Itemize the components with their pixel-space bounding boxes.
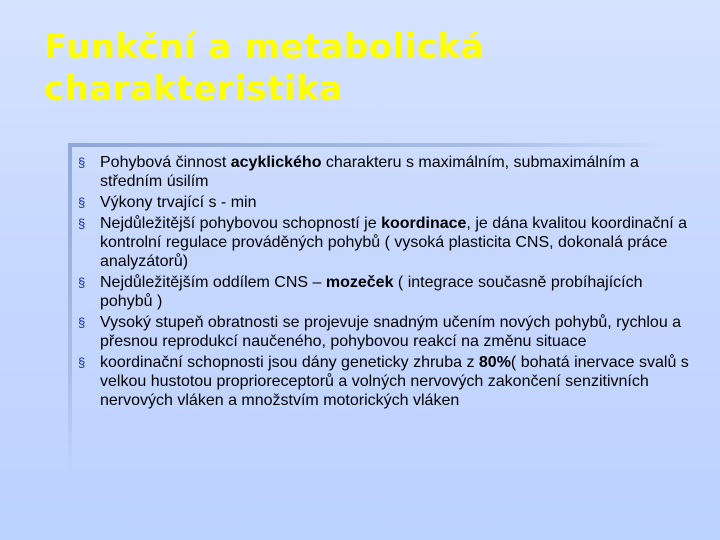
bullet-item — [76, 193, 696, 212]
square-bullet-icon: § — [78, 355, 86, 370]
bullet-text-post: ( bohatá inervace svalů s velkou hustotou proprioreceptorů a volných nervových zakončení senzitivních nervových vláken a množstvím motorických vláken — [100, 354, 689, 409]
bullet-text-post: ( integrace současně probíhajících pohybů ) — [100, 274, 643, 310]
slide-title-line-2: charakteristika — [44, 69, 343, 109]
vertical-divider — [68, 143, 72, 473]
square-bullet-icon: § — [78, 195, 86, 210]
bullet-text-post: charakteru s maximálním, submaximálním a středním úsilím — [100, 154, 639, 190]
bullet-list — [76, 153, 696, 412]
bullet-text-pre: Pohybová činnost — [100, 154, 231, 171]
bullet-text-post: , je dána kvalitou koordinační a kontrolní regulace prováděných pohybů ( vysoká plasticita CNS, dokonalá práce analyzátorů) — [100, 215, 688, 270]
bullet-text-bold: koordinace — [381, 215, 467, 232]
bullet-text-bold: 80% — [478, 354, 511, 371]
bullet-item — [76, 153, 696, 191]
bullet-text-pre: Nejdůležitějším oddílem CNS – — [100, 274, 326, 291]
square-bullet-icon: § — [78, 315, 86, 330]
bullet-item — [76, 313, 696, 351]
bullet-item — [76, 353, 696, 410]
bullet-item — [76, 273, 696, 311]
horizontal-divider — [68, 143, 668, 147]
bullet-text-bold: acyklického — [230, 154, 322, 171]
bullet-item — [76, 214, 696, 271]
bullet-text-bold: mozeček — [325, 274, 394, 291]
slide-title-line-1: Funkční a metabolická — [44, 27, 485, 67]
square-bullet-icon: § — [78, 216, 86, 231]
bullet-text: Výkony trvající s - min — [100, 194, 257, 211]
square-bullet-icon: § — [78, 155, 86, 170]
bullet-text-pre: koordinační schopnosti jsou dány geneticky zhruba z — [100, 354, 479, 371]
slide-title — [44, 26, 684, 110]
bullet-text-pre: Nejdůležitější pohybovou schopností je — [100, 215, 382, 232]
bullet-text: Vysoký stupeň obratnosti se projevuje snadným učením nových pohybů, rychlou a přesnou reprodukcí naučeného, pohybovou reakcí na změnu situace — [100, 314, 682, 350]
square-bullet-icon: § — [78, 275, 86, 290]
